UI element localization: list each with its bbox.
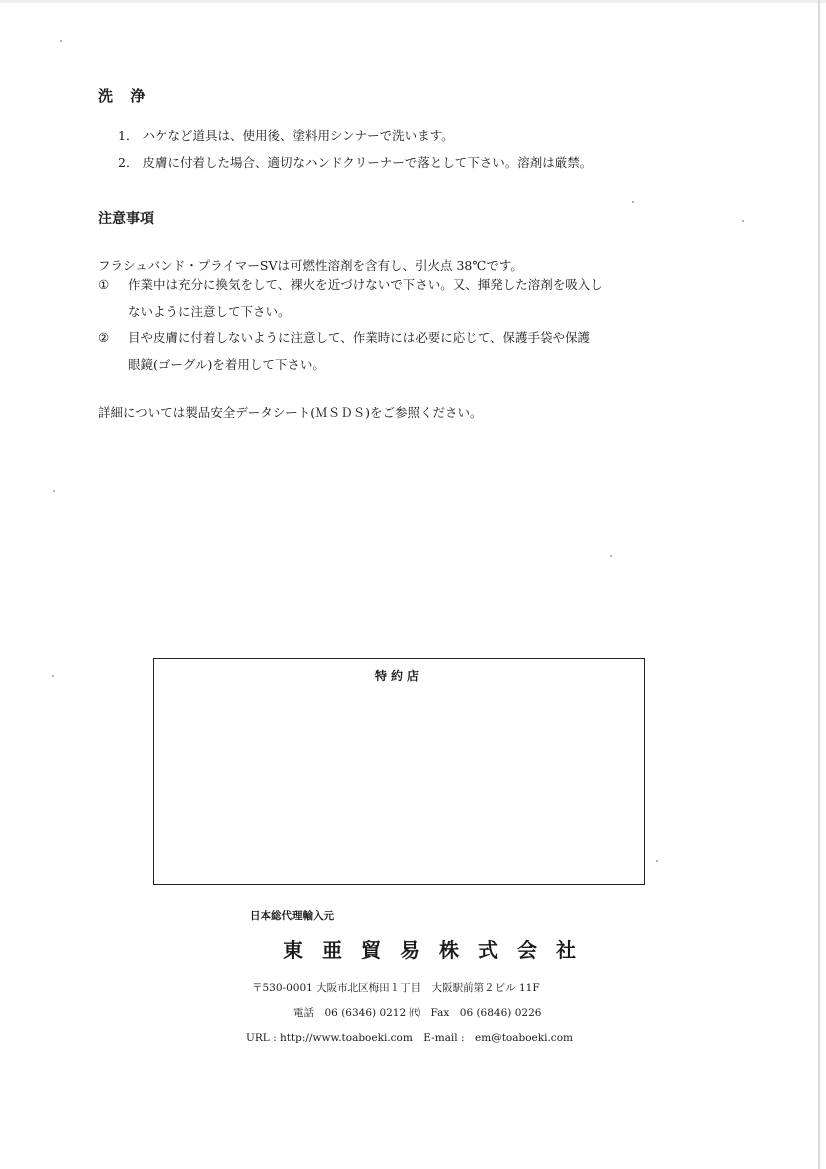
scan-page-edge: [818, 0, 820, 1169]
company-name: 東亜貿易株式会社: [283, 938, 595, 962]
cleaning-item-1-number: 1．: [118, 128, 139, 143]
scan-speck: [60, 40, 62, 42]
caution-item-2-line2: 眼鏡(ゴーグル)を着用して下さい。: [128, 357, 325, 372]
scan-speck: [52, 675, 54, 677]
msds-reference: 詳細については製品安全データシート(ＭＳＤＳ)をご参照ください。: [98, 405, 483, 420]
caution-item-2: [98, 329, 590, 347]
scan-speck: [742, 220, 744, 222]
dealer-box-title: 特約店: [374, 669, 423, 683]
cleaning-item-2-number: 2．: [118, 155, 139, 170]
cleaning-heading: 洗 浄: [98, 87, 152, 105]
scan-speck: [610, 555, 612, 557]
caution-item-1: [98, 276, 603, 294]
scan-speck: [632, 201, 634, 203]
cleaning-item-1-text: ハケなど道具は、使用後、塗料用シンナーで洗います。: [142, 128, 454, 143]
caution-item-2-line1: 目や皮膚に付着しないように注意して、作業時には必要に応じて、保護手袋や保護: [128, 330, 591, 345]
caution-item-1-marker: ①: [98, 277, 110, 292]
caution-item-1-line1: 作業中は充分に換気をして、裸火を近づけないで下さい。又、揮発した溶剤を吸入し: [128, 277, 603, 292]
company-address: 〒530-0001 大阪市北区梅田１丁目 大阪駅前第２ビル 11F: [252, 982, 540, 994]
scan-top-edge: [0, 0, 826, 3]
cleaning-item-2: [118, 154, 592, 172]
cleaning-item-1: [118, 127, 454, 145]
scan-speck: [53, 490, 55, 492]
caution-item-2-marker: ②: [98, 330, 110, 345]
dealer-stamp-box: [153, 658, 645, 885]
importer-label: 日本総代理輸入元: [250, 910, 334, 922]
company-web-email: URL : http://www.toaboeki.com E-mail : em@toaboeki.com: [246, 1032, 573, 1044]
scan-speck: [656, 860, 658, 862]
caution-intro: フラシュバンド・プライマーSVは可燃性溶剤を含有し、引火点 38℃です。: [98, 258, 523, 273]
caution-heading: 注意事項: [98, 211, 154, 227]
cleaning-item-2-text: 皮膚に付着した場合、適切なハンドクリーナーで落として下さい。溶剤は厳禁。: [142, 155, 593, 170]
caution-item-1-line2: ないように注意して下さい。: [128, 304, 291, 319]
company-phone-fax: 電話 06 (6346) 0212 ㈹ Fax 06 (6846) 0226: [293, 1007, 542, 1019]
